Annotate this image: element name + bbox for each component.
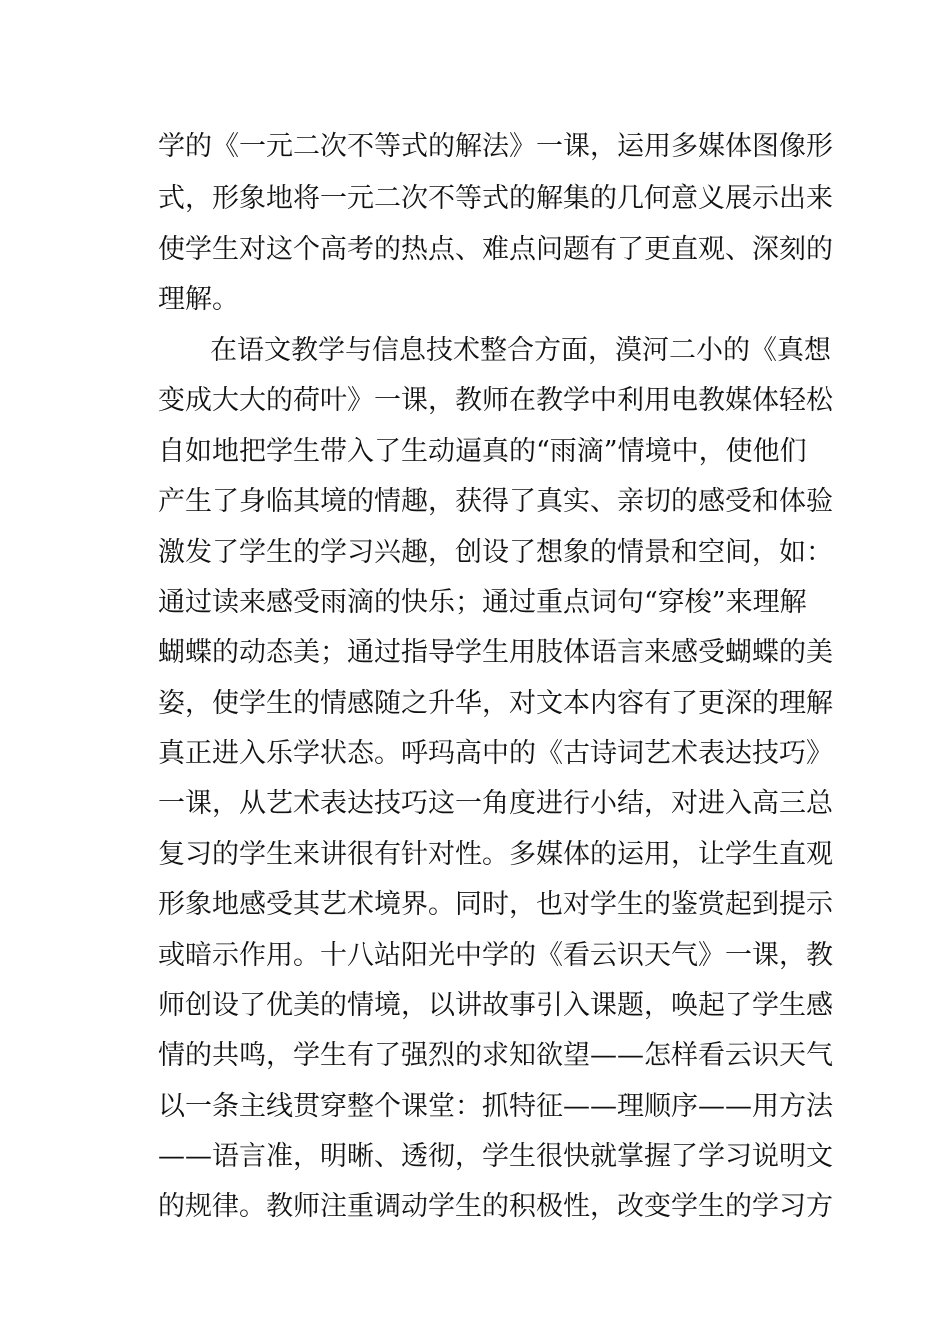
text-line: 产生了身临其境的情趣，获得了真实、亲切的感受和体验 [158, 486, 833, 517]
text-line: 复习的学生来讲很有针对性。多媒体的运用，让学生直观 [158, 839, 833, 870]
text-line: 学的《一元二次不等式的解法》一课，运用多媒体图像形 [158, 131, 833, 162]
text-line: 形象地感受其艺术境界。同时，也对学生的鉴赏起到提示 [158, 889, 833, 920]
text-line: 姿，使学生的情感随之升华，对文本内容有了更深的理解 [158, 688, 833, 719]
paragraph-first-line: 在语文教学与信息技术整合方面，漠河二小的《真想 [210, 335, 831, 366]
text-line: 真正进入乐学状态。呼玛高中的《古诗词艺术表达技巧》 [158, 738, 833, 769]
text-line: 一课，从艺术表达技巧这一角度进行小结，对进入高三总 [158, 788, 833, 819]
text-line: 变成大大的荷叶》一课，教师在教学中利用电教媒体轻松 [158, 385, 833, 416]
text-line: 通过读来感受雨滴的快乐；通过重点词句“穿梭”来理解 [158, 587, 807, 618]
text-line: 以一条主线贯穿整个课堂：抓特征——理顺序——用方法 [158, 1091, 833, 1122]
text-line: 师创设了优美的情境，以讲故事引入课题，唤起了学生感 [158, 990, 833, 1021]
text-line: 或暗示作用。十八站阳光中学的《看云识天气》一课，教 [158, 940, 833, 971]
text-line: 蝴蝶的动态美；通过指导学生用肢体语言来感受蝴蝶的美 [158, 637, 833, 668]
text-line: 激发了学生的学习兴趣，创设了想象的情景和空间，如： [158, 537, 833, 568]
text-line: 自如地把学生带入了生动逼真的“雨滴”情境中，使他们 [158, 436, 807, 467]
text-line: 情的共鸣，学生有了强烈的求知欲望——怎样看云识天气 [158, 1040, 833, 1071]
text-line: 的规律。教师注重调动学生的积极性，改变学生的学习方 [158, 1191, 833, 1222]
text-line: 使学生对这个高考的热点、难点问题有了更直观、深刻的 [158, 234, 833, 265]
text-line: 理解。 [158, 284, 239, 315]
text-line: ——语言准，明晰、透彻，学生很快就掌握了学习说明文 [158, 1141, 833, 1172]
text-line: 式，形象地将一元二次不等式的解集的几何意义展示出来 [158, 183, 833, 214]
